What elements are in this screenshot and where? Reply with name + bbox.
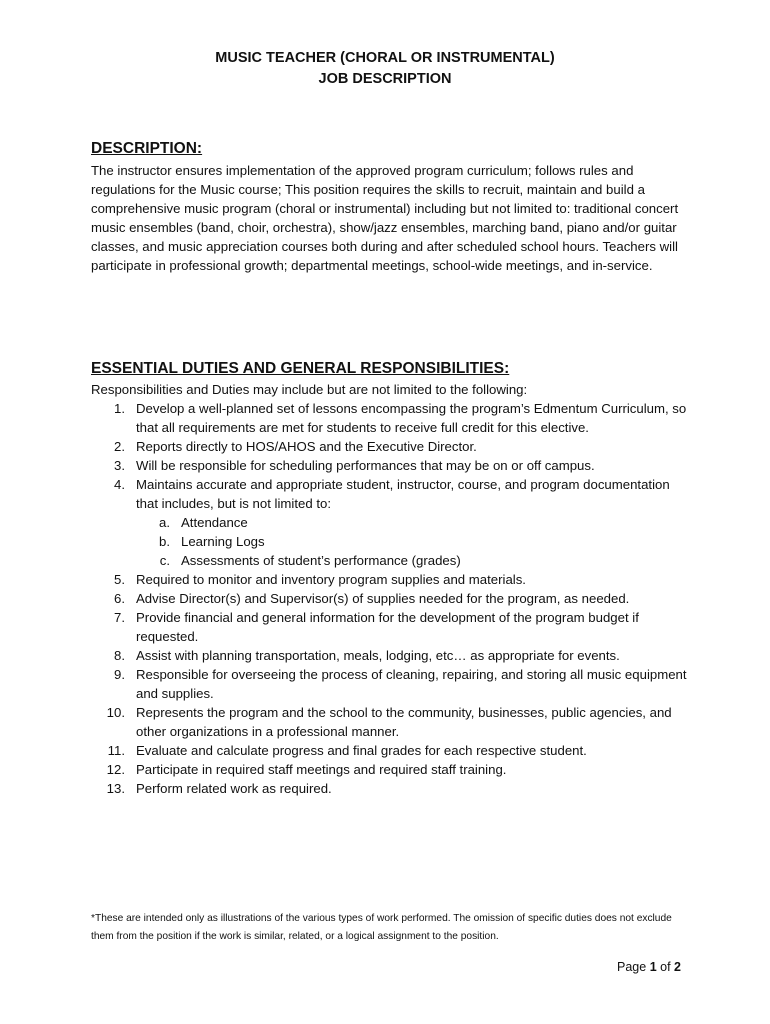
list-text: Evaluate and calculate progress and final grades for each respective student. [136, 743, 587, 758]
sub-list-letter: a. [159, 515, 170, 530]
list-number: 5. [114, 572, 125, 587]
page-label: Page [617, 960, 647, 974]
sub-list-item [136, 513, 691, 532]
list-item [91, 399, 691, 437]
sub-list [136, 513, 691, 570]
list-text: Provide financial and general information for the development of the program budget if requested. [136, 610, 639, 644]
page-number [617, 960, 681, 974]
sub-list-item [136, 532, 691, 551]
list-item [91, 779, 691, 798]
description-text: The instructor ensures implementation of the approved program curriculum; follows rules and regulations for the Music course; This position requires the skills to recruit, maintain and build a comprehensive music program (choral or instrumental) including but not limited to: traditional concert music ensembles (band, choir, orchestra), show/jazz ensembles, marching band, piano and/or guitar classes, and music appreciation courses both during and after scheduled school hours. Teachers will participate in professional growth; departmental meetings, school-wide meetings, and in-service. [91, 163, 679, 273]
list-text: Participate in required staff meetings and required staff training. [136, 762, 507, 777]
sub-list-text: Learning Logs [181, 534, 265, 549]
list-number: 8. [114, 648, 125, 663]
list-number: 12. [106, 762, 125, 777]
list-text: Responsible for overseeing the process of cleaning, repairing, and storing all music equipment and supplies. [136, 667, 687, 701]
document-subtitle: JOB DESCRIPTION [318, 71, 452, 87]
sub-list-item [136, 551, 691, 570]
list-text: Advise Director(s) and Supervisor(s) of supplies needed for the program, as needed. [136, 591, 630, 606]
list-number: 11. [107, 743, 125, 758]
list-item [91, 665, 691, 703]
duties-list [91, 399, 691, 798]
list-item [91, 703, 691, 741]
list-number: 4. [114, 477, 125, 492]
list-number: 7. [114, 610, 125, 625]
list-number: 1. [114, 401, 125, 416]
list-text: Assist with planning transportation, meals, lodging, etc… as appropriate for events. [136, 648, 620, 663]
list-item [91, 589, 691, 608]
list-number: 9. [114, 667, 125, 682]
list-item [91, 760, 691, 779]
footnote: *These are intended only as illustrations of the various types of work performed. The omission of specific duties does not exclude them from the position if the work is similar, related, or a logical assignment to the position. [91, 913, 672, 942]
sub-list-letter: b. [159, 534, 170, 549]
sub-list-letter: c. [159, 553, 170, 568]
list-item [91, 456, 691, 475]
list-item [91, 437, 691, 456]
list-item [91, 646, 691, 665]
sub-list-text: Assessments of student’s performance (grades) [181, 553, 461, 568]
list-text: Develop a well-planned set of lessons encompassing the program’s Edmentum Curriculum, so that all requirements are met for students to receive full credit for this elective. [136, 401, 687, 435]
list-text: Will be responsible for scheduling performances that may be on or off campus. [136, 458, 595, 473]
page-total: 2 [674, 960, 681, 974]
list-text: Represents the program and the school to the community, businesses, public agencies, and other organizations in a professional manner. [136, 705, 672, 739]
list-item [91, 475, 691, 570]
list-item [91, 741, 691, 760]
list-text: Maintains accurate and appropriate student, instructor, course, and program documentation that includes, but is not limited to: [136, 477, 670, 511]
page-of: of [660, 960, 671, 974]
list-number: 13. [106, 781, 125, 796]
list-number: 2. [114, 439, 125, 454]
list-number: 10. [106, 705, 125, 720]
list-item [91, 608, 691, 646]
list-number: 3. [114, 458, 125, 473]
list-item [91, 570, 691, 589]
list-text: Required to monitor and inventory program supplies and materials. [136, 572, 526, 587]
document-title: MUSIC TEACHER (CHORAL OR INSTRUMENTAL) [215, 50, 555, 66]
duties-intro: Responsibilities and Duties may include but are not limited to the following: [91, 382, 528, 397]
list-text: Reports directly to HOS/AHOS and the Executive Director. [136, 439, 477, 454]
description-heading: DESCRIPTION: [91, 140, 203, 157]
list-number: 6. [114, 591, 125, 606]
duties-heading: ESSENTIAL DUTIES AND GENERAL RESPONSIBILITIES: [91, 360, 510, 377]
sub-list-text: Attendance [181, 515, 248, 530]
page-current: 1 [649, 960, 657, 974]
list-text: Perform related work as required. [136, 781, 332, 796]
